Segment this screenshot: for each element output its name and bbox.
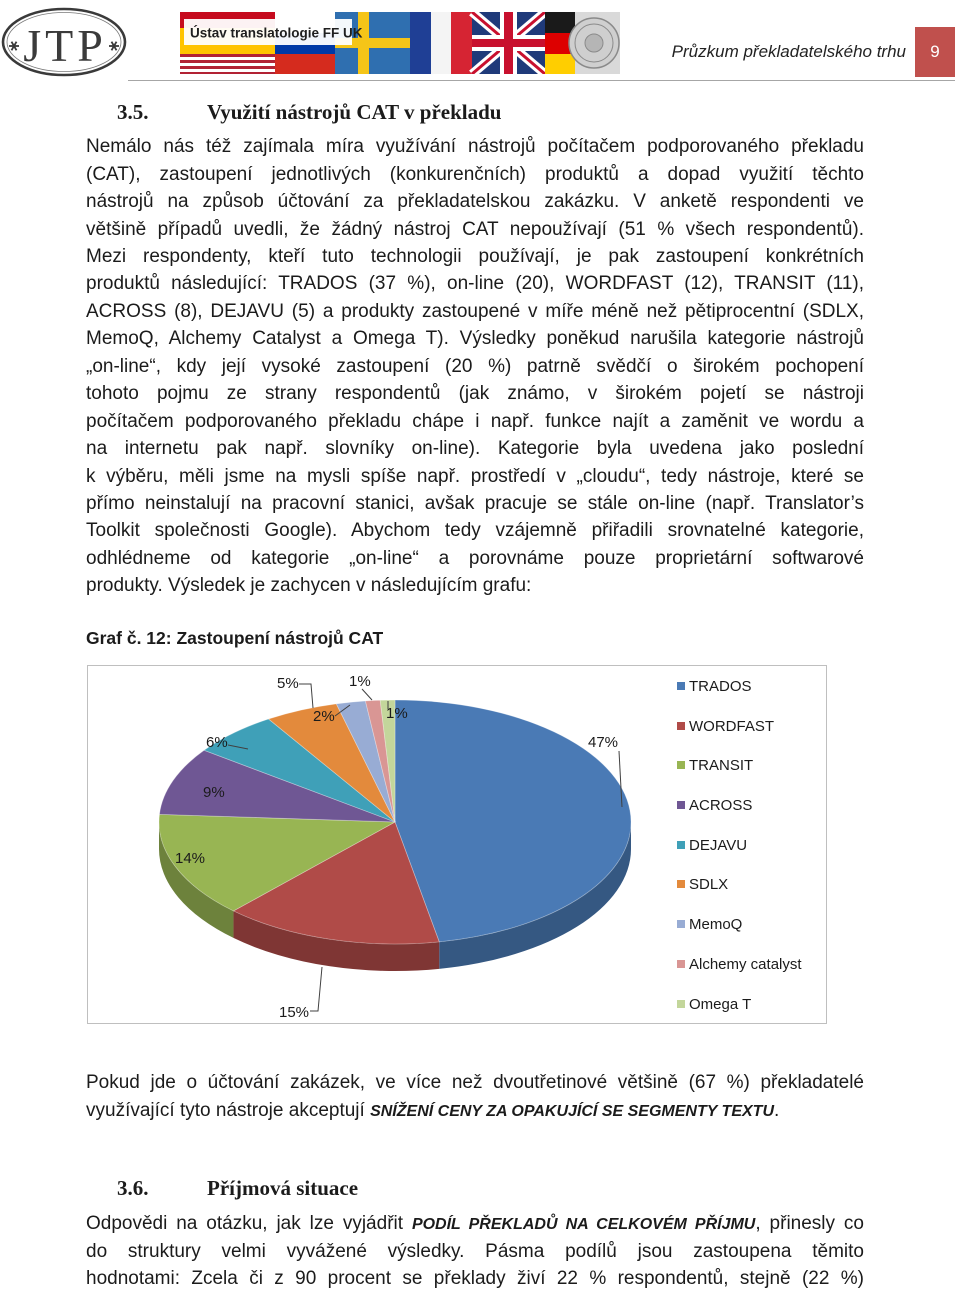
paragraph-line <box>86 1097 864 1124</box>
legend-item-transit <box>677 757 753 774</box>
section-title: Příjmová situace <box>207 1176 359 1200</box>
legend-item-across <box>677 797 752 814</box>
paragraph-line: počítačem podporovaného překladu chápe i např. funkce najít a zaměnit ve wordu a <box>86 410 864 432</box>
data-label-memoq: 2% <box>313 708 335 725</box>
data-label-transit: 14% <box>175 850 206 867</box>
paragraph-line: do struktury velmi vyvážené výsledky. Pásma podílů jsou zastoupena těmito <box>86 1240 864 1262</box>
text-run: využívající tyto nástroje akceptují <box>86 1099 371 1121</box>
legend-swatch <box>677 801 685 809</box>
data-label-sdlx: 5% <box>277 675 299 692</box>
legend-swatch <box>677 841 685 849</box>
paragraph-line: Nemálo nás též zajímala míra využívání nástrojů počítačem podporovaného překladu <box>86 136 864 158</box>
section-title: Využití nástrojů CAT v překladu <box>207 100 502 124</box>
institute-name: Ústav translatologie FF UK <box>190 25 363 41</box>
data-label-wordfast: 15% <box>279 1004 310 1021</box>
jtp-logo <box>0 6 128 78</box>
paragraph-line: nástrojů na způsob účtování za překladatelskou zakázku. V anketě respondenti ve <box>86 191 864 213</box>
text-run: . <box>774 1099 780 1121</box>
logo-letters: JTP <box>23 20 107 71</box>
legend-item-alchemy-catalyst <box>677 956 802 973</box>
paragraph-line: na internetu pak např. slovníky on-line). Kategorie byla uvedena jako poslední <box>86 438 864 460</box>
legend-label: DEJAVU <box>689 837 748 854</box>
paragraph-line: většině případů uvedli, že žádný nástroj CAT nepoužívají (51 % všech respondentů). <box>86 218 864 240</box>
paragraph-line: (CAT), zastoupení jednotlivých (konkurenčních) produktů a dopad využití těchto <box>86 163 864 185</box>
legend-item-wordfast <box>677 718 774 735</box>
legend-label: ACROSS <box>689 797 753 814</box>
paragraph-line: přímo neinstalují na pracovní stanici, avšak pracuje se stále on-line (např. Translator’s <box>86 492 864 514</box>
paragraph-line: produkty. Výsledek je zachycen v následujícím grafu: <box>86 575 532 597</box>
paragraph-line <box>86 1210 864 1237</box>
paragraph-income <box>86 1210 864 1292</box>
university-seal <box>569 18 619 68</box>
section-number: 3.5. <box>117 100 149 124</box>
legend-item-trados <box>677 678 752 695</box>
legend-label: TRADOS <box>689 678 752 695</box>
legend-swatch <box>677 722 685 730</box>
text-run: , přinesly co <box>755 1213 864 1235</box>
data-label-across: 9% <box>203 784 225 801</box>
text-run: Odpovědi na otázku, jak lze vyjádřit <box>86 1213 412 1235</box>
paragraph-line: tohoto pojmu ze strany respondentů (jak známo, v širokém pojetí se nástroji <box>86 383 864 405</box>
paragraph-line: ACROSS (8), DEJAVU (5) a produkty zastoupené v míře méně než pětiprocentní (SDLX, <box>86 300 864 322</box>
legend-label: Omega T <box>689 996 752 1013</box>
paragraph-line: „on-line“, kdy její vysoké zastoupení (20 %) patrně svědčí o širokém pochopení <box>86 355 864 377</box>
paragraph-line: Mezi respondenty, kteří tuto technologii používají, je pak zastoupení konkrétních <box>86 246 864 268</box>
legend-swatch <box>677 682 685 690</box>
data-label-omega: 1% <box>386 705 408 722</box>
legend-swatch <box>677 960 685 968</box>
legend-label: Alchemy catalyst <box>689 956 802 973</box>
header-divider <box>128 80 955 81</box>
paragraph-billing <box>86 1069 864 1124</box>
paragraph-cat-tools <box>86 133 864 599</box>
pie-chart <box>87 665 828 1025</box>
chart-caption: Graf č. 12: Zastoupení nástrojů CAT <box>86 628 384 648</box>
star-icon <box>9 42 19 51</box>
paragraph-line: Pokud jde o účtování zakázek, ve více než dvoutřetinové většině (67 %) překladatelé <box>86 1072 864 1094</box>
flags-banner <box>180 12 620 74</box>
legend-label: WORDFAST <box>689 718 774 735</box>
legend-swatch <box>677 880 685 888</box>
emphasized-text: SNÍŽENÍ CENY ZA OPAKUJÍCÍ SE SEGMENTY TEXTU <box>370 1102 774 1120</box>
pie-tops <box>159 700 631 944</box>
running-title: Průzkum překladatelského trhu <box>671 42 906 61</box>
paragraph-line: odhlédneme od kategorie „on-line“ a porovnáme pouze proprietární softwarové <box>86 547 864 569</box>
paragraph-line: Toolkit společnosti Google). Abychom tedy vzájemně přiřadili srovnatelné kategorie, <box>86 520 864 542</box>
paragraph-line: hodnotami: Zcela či z 90 procent se překlady živí 22 % respondentů, stejně (22 %) <box>86 1268 864 1290</box>
data-label-alchemy: 1% <box>349 673 371 690</box>
data-label-trados: 47% <box>588 734 619 751</box>
paragraph-line: k výběru, měli jsme na mysli spíše např. prostředí v „cloudu“, tedy nástroje, které se <box>86 465 864 487</box>
paragraph-line: produktů následující: TRADOS (37 %), on-line (20), WORDFAST (12), TRANSIT (11), <box>86 273 864 295</box>
legend-swatch <box>677 920 685 928</box>
data-label-dejavu: 6% <box>206 734 228 751</box>
legend-label: MemoQ <box>689 916 743 933</box>
emphasized-text: PODÍL PŘEKLADŮ NA CELKOVÉM PŘÍJMU <box>411 1216 756 1234</box>
section-number: 3.6. <box>117 1176 149 1200</box>
flag-france <box>410 12 472 74</box>
legend-swatch <box>677 761 685 769</box>
page-number: 9 <box>915 27 955 77</box>
flag-uk <box>472 12 545 74</box>
paragraph-line: MemoQ, Alchemy Catalyst a Omega T). Výsledky poněkud narušila kategorie nástrojů <box>86 328 864 350</box>
legend-label: TRANSIT <box>689 757 754 774</box>
legend-swatch <box>677 1000 685 1008</box>
star-icon <box>109 42 119 51</box>
legend-item-omega-t <box>677 996 751 1013</box>
legend-label: SDLX <box>689 876 729 893</box>
